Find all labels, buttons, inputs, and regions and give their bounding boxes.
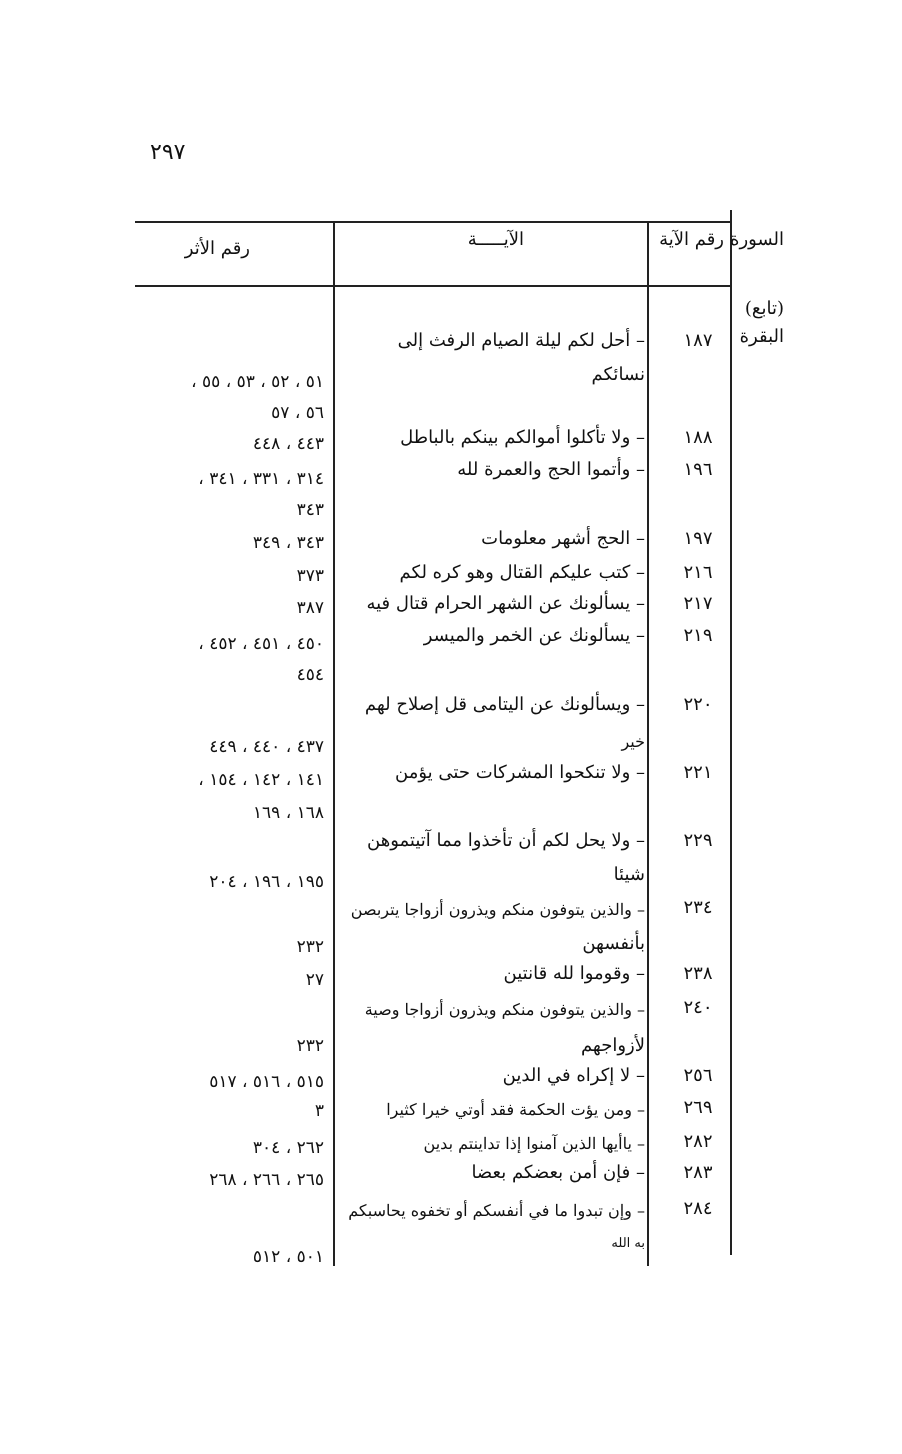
athar-refs: ١٤١ ، ١٤٢ ، ١٥٤ ، <box>198 770 324 790</box>
verse-text: – ومن يؤت الحكمة فقد أوتي خيرا كثيرا <box>386 1100 645 1119</box>
page-number: ٢٩٧ <box>150 140 186 165</box>
verse-text-continued: بأنفسهن <box>582 933 645 954</box>
verse-text: – وإن تبدوا ما في أنفسكم أو تخفوه يحاسبكم <box>348 1201 645 1220</box>
verse-number: ١٩٧ <box>683 528 713 549</box>
athar-refs-continued: ٤٥٤ <box>296 665 324 685</box>
verse-text-continued: شيئا <box>613 864 645 885</box>
verse-text: – ويسألونك عن اليتامى قل إصلاح لهم <box>364 694 645 715</box>
header-verse-number: رقم الآية <box>659 229 724 250</box>
athar-refs: ٣٤٣ ، ٣٤٩ <box>252 533 324 553</box>
surah-name: البقرة <box>739 326 784 347</box>
athar-refs: ٥١٥ ، ٥١٦ ، ٥١٧ <box>209 1072 324 1092</box>
athar-refs: ٤٣٧ ، ٤٤٠ ، ٤٤٩ <box>209 737 324 757</box>
verse-number: ٢٦٩ <box>683 1097 713 1118</box>
athar-refs: ٣٧٣ <box>296 566 324 586</box>
athar-refs: ٤٥٠ ، ٤٥١ ، ٤٥٢ ، <box>198 634 324 654</box>
verse-number: ٢٨٣ <box>683 1162 713 1183</box>
verse-text-continued: نسائكم <box>591 364 645 385</box>
verse-text-continued: به الله <box>611 1236 645 1251</box>
verse-text: – والذين يتوفون منكم ويذرون أزواجا وصية <box>364 1000 645 1019</box>
verse-text: – ياأيها الذين آمنوا إذا تداينتم بدين <box>423 1134 645 1153</box>
column-divider-refs <box>333 221 335 1266</box>
athar-refs: ١٩٥ ، ١٩٦ ، ٢٠٤ <box>209 872 324 892</box>
verse-text: – أحل لكم ليلة الصيام الرفث إلى <box>397 330 645 351</box>
verse-text: – لا إكراه في الدين <box>502 1065 645 1086</box>
header-athar-number: رقم الأثر <box>184 238 250 259</box>
verse-text: – والذين يتوفون منكم ويذرون أزواجا يتربصن <box>350 900 645 919</box>
verse-number: ٢٤٠ <box>683 997 713 1018</box>
athar-refs: ٥٠١ ، ٥١٢ <box>252 1247 324 1267</box>
athar-refs: ٥١ ، ٥٢ ، ٥٣ ، ٥٥ ، <box>191 372 324 392</box>
athar-refs-continued: ١٦٨ ، ١٦٩ <box>252 803 324 823</box>
verse-number: ٢٣٨ <box>683 963 713 984</box>
verse-text: – الحج أشهر معلومات <box>481 528 645 549</box>
athar-refs: ٢٣٢ <box>296 937 324 957</box>
verse-number: ٢١٦ <box>683 562 713 583</box>
header-surah: السورة <box>730 229 784 250</box>
athar-refs: ٣٨٧ <box>296 598 324 618</box>
verse-text: – وقوموا لله قانتين <box>503 963 645 984</box>
header-bottom-rule <box>135 285 731 287</box>
athar-refs: ٣١٤ ، ٣٣١ ، ٣٤١ ، <box>198 469 324 489</box>
verse-number: ٢٨٢ <box>683 1131 713 1152</box>
verse-text: – ولا يحل لكم أن تأخذوا مما آتيتموهن <box>367 830 645 851</box>
athar-refs-continued: ٥٦ ، ٥٧ <box>271 403 324 423</box>
verse-text: – وأتموا الحج والعمرة لله <box>457 459 645 480</box>
verse-number: ٢٨٤ <box>683 1198 713 1219</box>
verse-number: ١٨٨ <box>683 427 713 448</box>
verse-number: ٢٣٤ <box>683 897 713 918</box>
verse-number: ٢٥٦ <box>683 1065 713 1086</box>
verse-text-continued: لأزواجهم <box>580 1035 645 1056</box>
verse-number: ٢٢٠ <box>683 694 713 715</box>
verse-text: – فإن أمن بعضكم بعضا <box>471 1162 645 1183</box>
verse-number: ٢٢١ <box>683 762 713 783</box>
verse-text: – يسألونك عن الشهر الحرام قتال فيه <box>366 593 645 614</box>
athar-refs: ٢٦٢ ، ٣٠٤ <box>252 1138 324 1158</box>
athar-refs: ٤٤٣ ، ٤٤٨ <box>252 434 324 454</box>
surah-continued: (تابع) <box>744 298 784 319</box>
verse-text: – يسألونك عن الخمر والميسر <box>423 625 645 646</box>
verse-number: ١٩٦ <box>683 459 713 480</box>
verse-text: – كتب عليكم القتال وهو كره لكم <box>399 562 645 583</box>
verse-text-continued: خير <box>621 732 645 751</box>
verse-number: ١٨٧ <box>683 330 713 351</box>
header-verse: الآيـــــة <box>467 229 524 250</box>
verse-text: – ولا تأكلوا أموالكم بينكم بالباطل <box>400 427 645 448</box>
verse-number: ٢١٧ <box>683 593 713 614</box>
athar-refs: ٢٧ <box>305 970 324 990</box>
athar-refs: ٢٣٢ <box>296 1036 324 1056</box>
verse-number: ٢٢٩ <box>683 830 713 851</box>
athar-refs-continued: ٣٤٣ <box>296 500 324 520</box>
verse-number: ٢١٩ <box>683 625 713 646</box>
column-divider-verse <box>647 221 649 1266</box>
athar-refs: ٢٦٥ ، ٢٦٦ ، ٢٦٨ <box>209 1170 324 1190</box>
verse-text: – ولا تنكحوا المشركات حتى يؤمن <box>395 762 645 783</box>
column-divider-number <box>730 210 732 1255</box>
header-top-rule <box>135 221 731 223</box>
athar-refs: ٣ <box>314 1101 324 1121</box>
